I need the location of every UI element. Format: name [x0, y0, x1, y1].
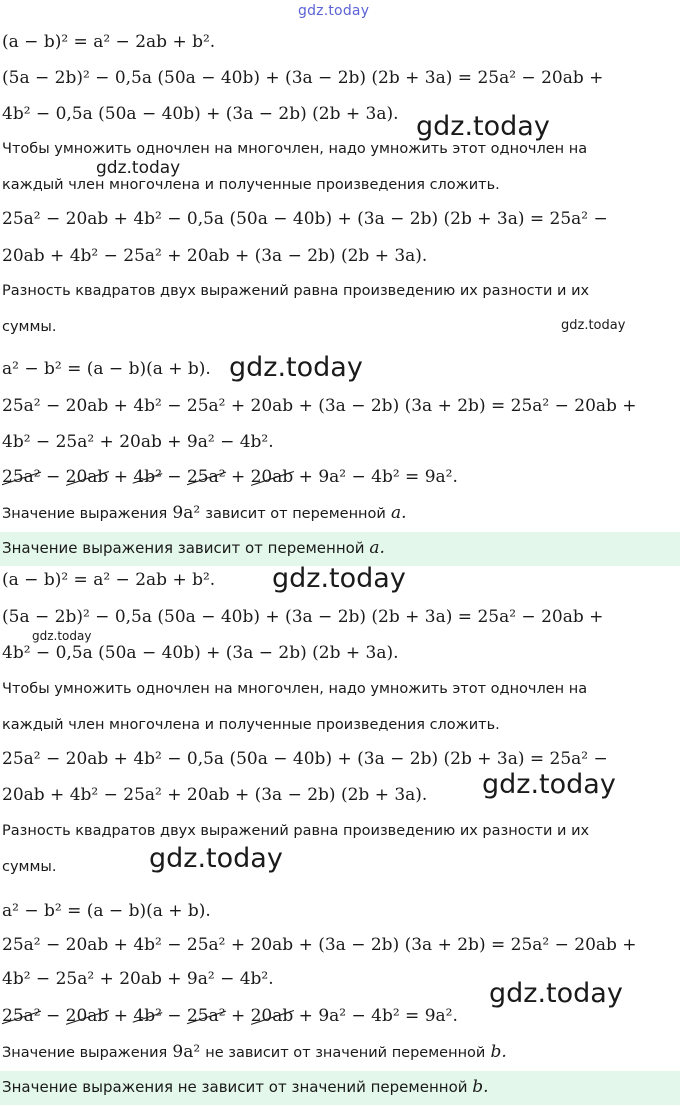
expression-line: (5a − 2b)² − 0,5a (50a − 40b) + (3a − 2b) (2b + 3a) = 25a² − 20ab +	[2, 68, 604, 88]
cancelled-term: 25a²	[186, 467, 226, 487]
value-dependence: зависит от переменной	[205, 506, 386, 522]
answer-text: Значение выражения не зависит от значений переменной	[2, 1078, 468, 1096]
value-prefix: Значение выражения	[2, 1045, 168, 1061]
rule-text: каждый член многочлена и полученные произведения сложить.	[2, 177, 500, 193]
value-statement	[2, 1042, 507, 1062]
variable: a.	[390, 503, 407, 523]
cancelled-term: 4b²	[133, 1006, 162, 1026]
expression-line: 4b² − 0,5a (50a − 40b) + (3a − 2b) (2b + 3a).	[2, 104, 399, 124]
answer-band	[0, 1071, 680, 1105]
expression-line: 25a² − 20ab + 4b² − 0,5a (50a − 40b) + (3a − 2b) (2b + 3a) = 25a² −	[2, 749, 608, 769]
variable: b.	[490, 1042, 507, 1062]
expression-line: 20ab + 4b² − 25a² + 20ab + (3a − 2b) (2b + 3a).	[2, 246, 428, 266]
rule-text: каждый член многочлена и полученные произведения сложить.	[2, 717, 500, 733]
watermark: gdz.today	[272, 563, 406, 594]
cancelled-term: 4b²	[133, 467, 162, 487]
cancelled-term: 25a²	[2, 467, 41, 487]
expression-line: 25a² − 20ab + 4b² − 0,5a (50a − 40b) + (3a − 2b) (2b + 3a) = 25a² −	[2, 209, 608, 229]
answer-text: Значение выражения зависит от переменной	[2, 539, 365, 557]
cancelled-term: 20ab	[250, 467, 294, 487]
cancelled-term: 25a²	[186, 1006, 226, 1026]
cancellation-result: + 9a² − 4b² = 9a².	[298, 1006, 458, 1026]
difference-of-squares-formula: a² − b² = (a − b)(a + b).	[2, 359, 211, 379]
expression-line: 25a² − 20ab + 4b² − 25a² + 20ab + (3a − 2b) (3a + 2b) = 25a² − 20ab +	[2, 935, 637, 955]
cancellation-line: 25a² − 20ab + 4b² − 25a² + 20ab + 9a² − 4b² = 9a².	[2, 1006, 458, 1026]
watermark: gdz.today	[416, 111, 550, 142]
answer-line	[2, 1077, 489, 1097]
watermark: gdz.today	[149, 843, 283, 874]
value-statement	[2, 503, 406, 523]
value-dependence: не зависит от значений переменной	[205, 1045, 486, 1061]
expression-line: 25a² − 20ab + 4b² − 25a² + 20ab + (3a − 2b) (3a + 2b) = 25a² − 20ab +	[2, 396, 637, 416]
watermark: gdz.today	[482, 769, 616, 800]
variable: b.	[472, 1077, 489, 1097]
cancelled-term: 20ab	[65, 467, 109, 487]
watermark: gdz.today	[96, 158, 181, 178]
rule-text: суммы.	[2, 319, 57, 335]
answer-band	[0, 532, 680, 566]
expression-line: 4b² − 0,5a (50a − 40b) + (3a − 2b) (2b + 3a).	[2, 643, 399, 663]
value-expression: 9a²	[172, 1042, 201, 1062]
expression-line: (5a − 2b)² − 0,5a (50a − 40b) + (3a − 2b) (2b + 3a) = 25a² − 20ab +	[2, 607, 604, 627]
difference-of-squares-formula: a² − b² = (a − b)(a + b).	[2, 901, 211, 921]
rule-text: Разность квадратов двух выражений равна произведению их разности и их	[2, 823, 590, 839]
watermark: gdz.today	[489, 978, 623, 1009]
watermark: gdz.today	[229, 352, 363, 383]
cancelled-term: 20ab	[250, 1006, 294, 1026]
cancelled-term: 25a²	[2, 1006, 41, 1026]
watermark: gdz.today	[561, 318, 626, 333]
rule-text: Чтобы умножить одночлен на многочлен, надо умножить этот одночлен на	[2, 681, 588, 697]
watermark: gdz.today	[32, 629, 92, 643]
rule-text: суммы.	[2, 859, 57, 875]
expression-line: 4b² − 25a² + 20ab + 9a² − 4b².	[2, 969, 274, 989]
answer-line	[2, 538, 385, 558]
rule-text: Разность квадратов двух выражений равна произведению их разности и их	[2, 283, 590, 299]
cancellation-line: 25a² − 20ab + 4b² − 25a² + 20ab + 9a² − 4b² = 9a².	[2, 467, 458, 487]
variable: a.	[369, 538, 385, 558]
cancelled-term: 20ab	[65, 1006, 109, 1026]
identity-square-formula: (a − b)² = a² − 2ab + b².	[2, 570, 216, 590]
expression-line: 20ab + 4b² − 25a² + 20ab + (3a − 2b) (2b + 3a).	[2, 785, 428, 805]
rule-text: Чтобы умножить одночлен на многочлен, надо умножить этот одночлен на	[2, 141, 588, 157]
cancellation-result: + 9a² − 4b² = 9a².	[298, 467, 458, 487]
value-prefix: Значение выражения	[2, 506, 168, 522]
identity-square-formula: (a − b)² = a² − 2ab + b².	[2, 32, 216, 52]
watermark: gdz.today	[298, 3, 370, 19]
value-expression: 9a²	[172, 503, 201, 523]
expression-line: 4b² − 25a² + 20ab + 9a² − 4b².	[2, 432, 274, 452]
